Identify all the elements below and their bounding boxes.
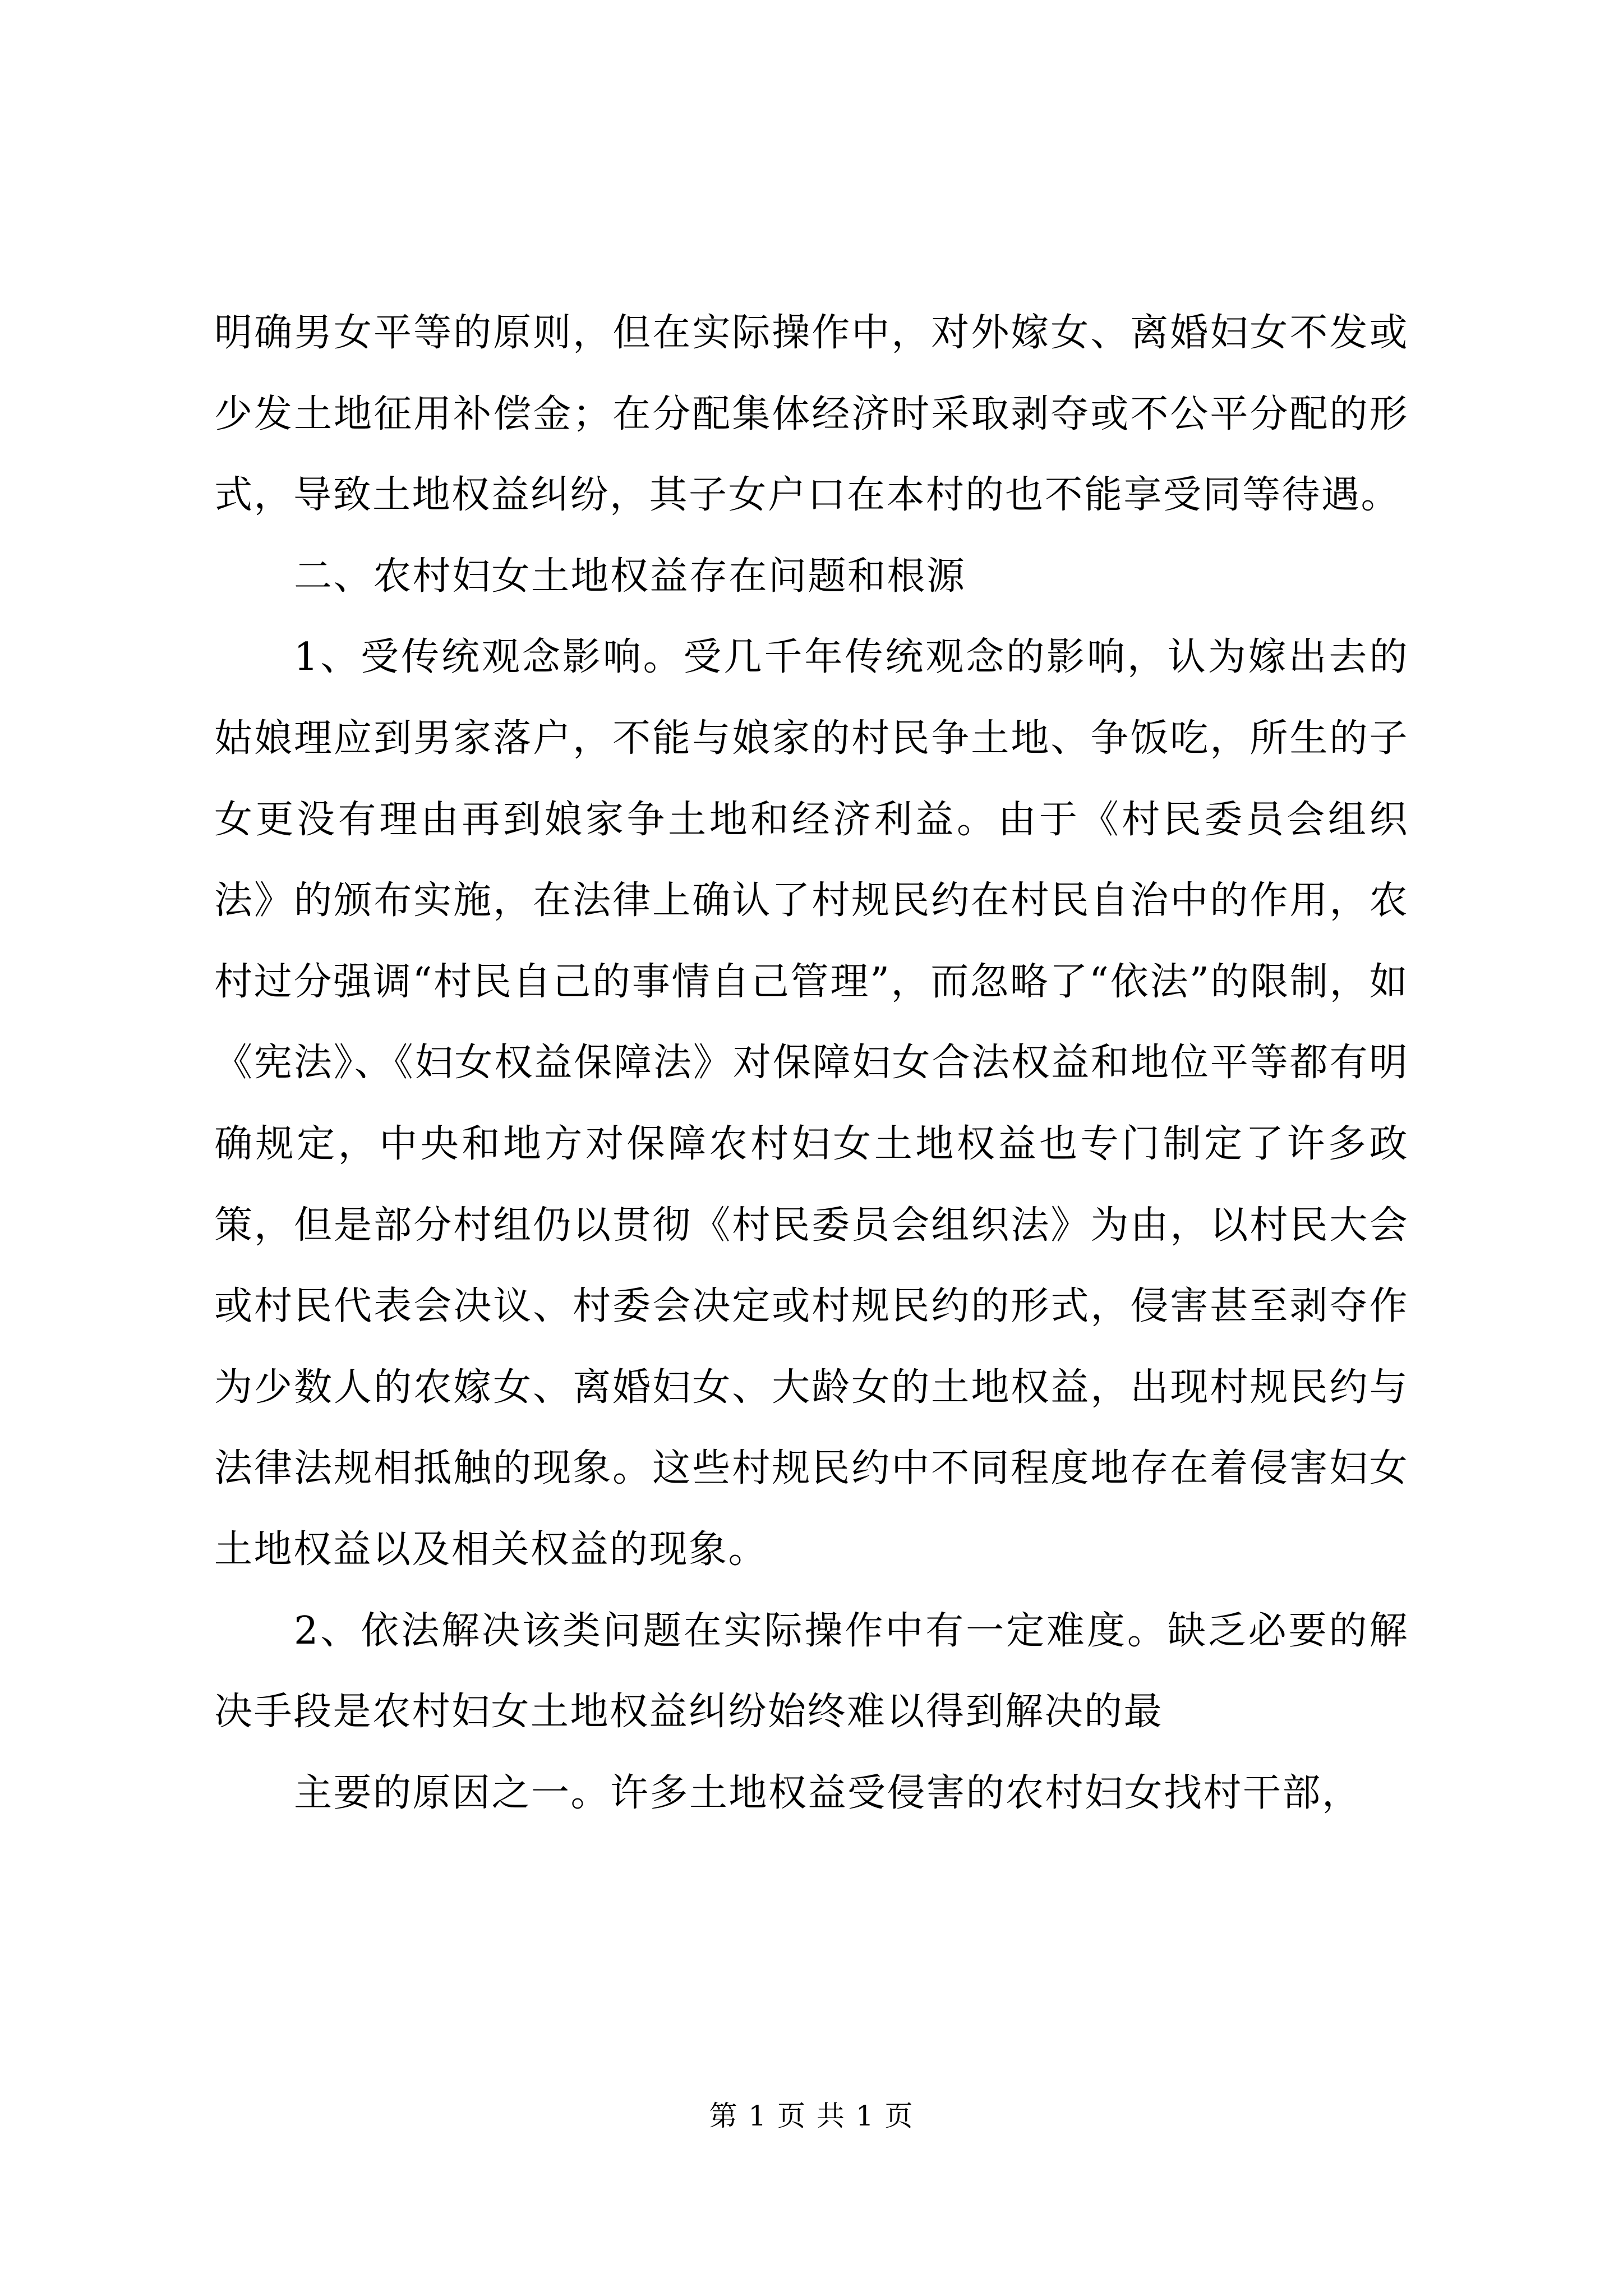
page-footer: 第 1 页 共 1 页 [709,2100,914,2132]
paragraph-traditional-views: 1、受传统观念影响。受几千年传统观念的影响，认为嫁出去的姑娘理应到男家落户，不能与娘家的村民争土地、争饭吃，所生的子女更没有理由再到娘家争土地和经济利益。由于《村民委员会组织法》的颁布实施，在法律上确认了村规民约在村民自治中的作用，农村过分强调“村民自己的事情自己管理”，而忽略了“依法”的限制，如《宪法》、《妇女权益保障法》对保障妇女合法权益和地位平等都有明确规定，中央和地方对保障农村妇女土地权益也专门制定了许多政策，但是部分村组仍以贯彻《村民委员会组织法》为由，以村民大会或村民代表会决议、村委会决定或村规民约的形式，侵害甚至剥夺作为少数人的农嫁女、离婚妇女、大龄女的土地权益，出现村规民约与法律法规相抵触的现象。这些村规民约中不同程度地存在着侵害妇女土地权益以及相关权益的现象。 [214,635,1409,1572]
document-body [214,293,1409,1834]
section-heading: 二、农村妇女土地权益存在问题和根源 [294,554,966,599]
paragraph-continuation: 明确男女平等的原则，但在实际操作中，对外嫁女、离婚妇女不发或少发土地征用补偿金；在分配集体经济时采取剥夺或不公平分配的形式，导致土地权益纠纷，其子女户口在本村的也不能享受同等待遇。 [214,311,1409,518]
paragraph-legal-difficulty: 2、依法解决该类问题在实际操作中有一定难度。缺乏必要的解决手段是农村妇女土地权益纠纷始终难以得到解决的最 [214,1608,1409,1734]
paragraph-main-reason: 主要的原因之一。许多土地权益受侵害的农村妇女找村干部， [294,1770,1362,1815]
